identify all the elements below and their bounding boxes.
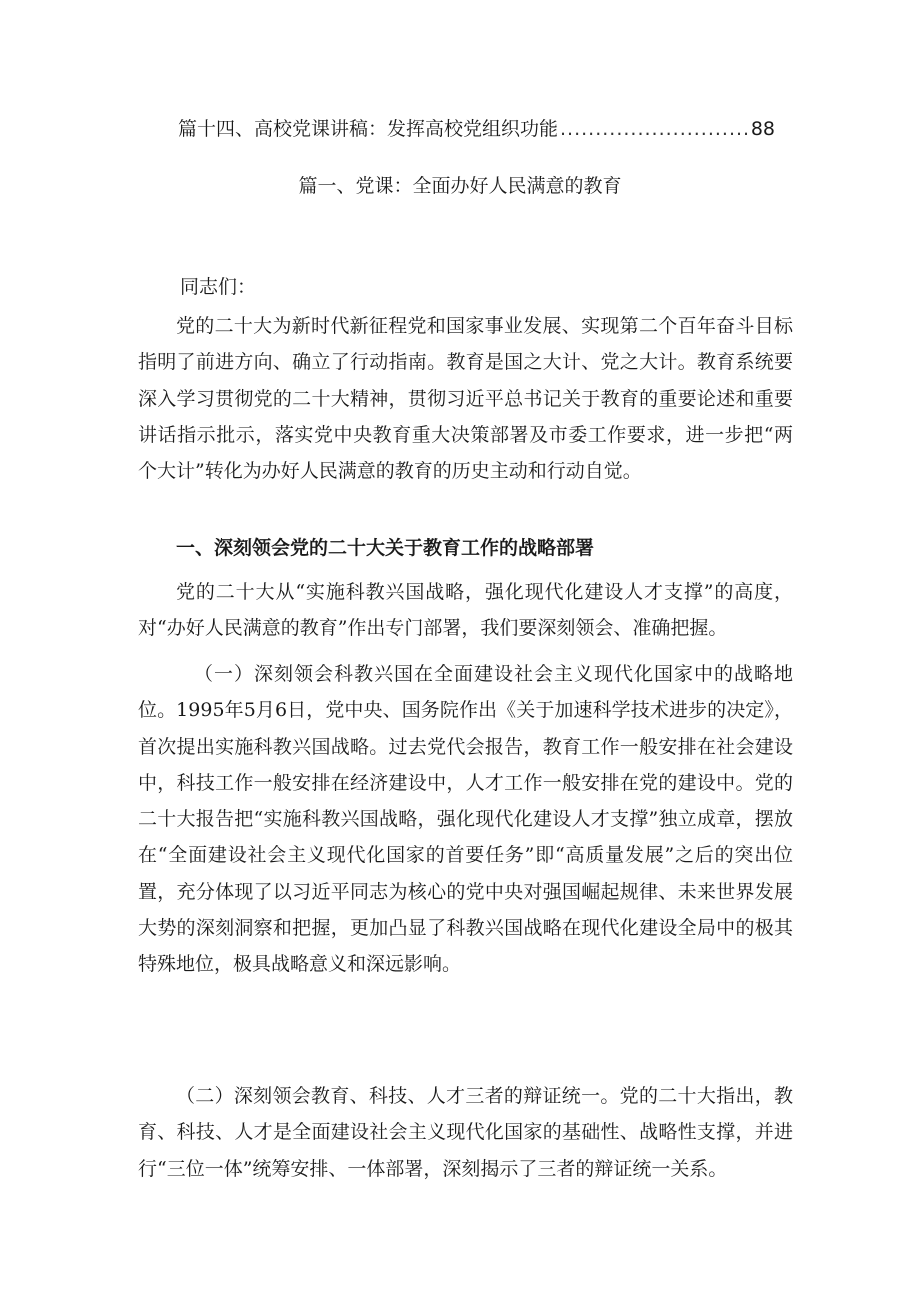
point-one-paragraph: （一）深刻领会科教兴国在全面建设社会主义现代化国家中的战略地位。1995年5月6日，党中央、国务院作出《关于加速科学技术进步的决定》，首次提出实施科教兴国战略。过去党代会报告，教育工作一般安排在社会建设中，科技工作一般安排在经济建设中，人才工作一般安排在党的建设中。党的二十大报告把“实施科教兴国战略，强化现代化建设人才支撑”独立成章，摆放在“全面建设社会主义现代化国家的首要任务”即“高质量发展”之后的突出位置，充分体现了以习近平同志为核心的党中央对强国崛起规律、未来世界发展大势的深刻洞察和把握，更加凸显了科教兴国战略在现代化建设全局中的极其特殊地位，极具战略意义和深远影响。 (138, 663, 793, 976)
section-intro-paragraph: 党的二十大从“实施科教兴国战略，强化现代化建设人才支撑”的高度，对“办好人民满意的教育”作出专门部署，我们要深刻领会、准确把握。 (138, 581, 793, 640)
intro-paragraph: 党的二十大为新时代新征程党和国家事业发展、实现第二个百年奋斗目标指明了前进方向、确立了行动指南。教育是国之大计、党之大计。教育系统要深入学习贯彻党的二十大精神，贯彻习近平总书记关于教育的重要论述和重要讲话指示批示，落实党中央教育重大决策部署及市委工作要求，进一步把“两个大计”转化为办好人民满意的教育的历史主动和行动自觉。 (138, 315, 793, 483)
toc-entry[interactable] (178, 114, 775, 142)
section-heading: 一、深刻领会党的二十大关于教育工作的战略部署 (176, 537, 595, 559)
salutation: 同志们： (180, 276, 257, 298)
toc-entry-label: 篇十四、高校党课讲稿：发挥高校党组织功能 (178, 118, 559, 140)
document-title: 篇一、党课：全面办好人民满意的教育 (298, 175, 622, 197)
toc-dot-leader (560, 118, 749, 140)
toc-page-number: 88 (750, 118, 775, 140)
point-two-paragraph: （二）深刻领会教育、科技、人才三者的辩证统一。党的二十大指出，教育、科技、人才是全面建设社会主义现代化国家的基础性、战略性支撑，并进行“三位一体”统筹安排、一体部署，深刻揭示了三者的辩证统一关系。 (138, 1085, 793, 1180)
